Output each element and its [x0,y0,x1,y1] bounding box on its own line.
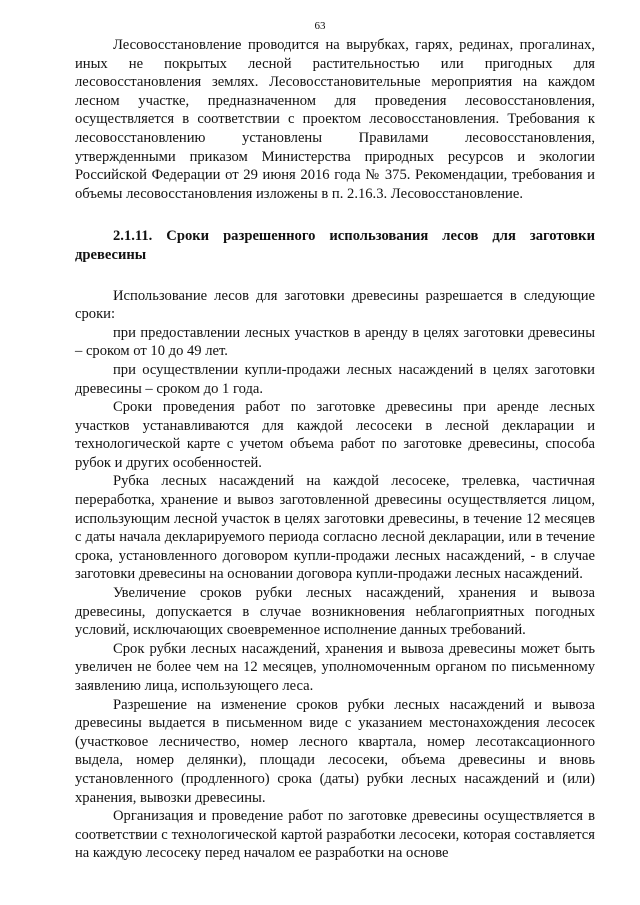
intro-paragraph: Лесовосстановление проводится на вырубках, гарях, рединах, прогалинах, иных не покрытых лесной растительностью или пригодных для лесовосстановления землях. Лесовосстановительные мероприятия на каждом лесном участке, предназначенном для проведения лесовосстановления, осуществляется в соответствии с проектом лесовосстановления. Требования к лесовосстановлению установлены Правилами лесовосстановления, утвержденными приказом Министерства природных ресурсов и экологии Российской Федерации от 29 июня 2016 года № 375. Рекомендации, требования и объемы лесовосстановления изложены в п. 2.16.3. Лесовосстановление. [75,37,595,202]
page-number: 63 [314,20,326,32]
page-body [75,36,595,863]
paragraph: Разрешение на изменение сроков рубки лесных насаждений и вывоза древесины выдается в письменном виде с указанием местонахождения лесосек (участковое лесничество, номер лесного квартала, номер лесотаксационного выдела, номер делянки), площади лесосеки, объема древесины и вновь установленного (продленного) срока (даты) рубки лесных насаждений и (или) хранения, вывозки древесины. [75,696,595,806]
paragraph: Использование лесов для заготовки древесины разрешается в следующие сроки: [75,287,595,323]
paragraph: Организация и проведение работ по заготовке древесины осуществляется в соответствии с технологической картой разработки лесосеки, которая составляется на каждую лесосеку перед началом ее разработки на основе [75,808,595,862]
paragraph: при осуществлении купли-продажи лесных насаждений в целях заготовки древесины – сроком до 1 года. [75,361,595,397]
paragraph: при предоставлении лесных участков в аренду в целях заготовки древесины – сроком от 10 до 49 лет. [75,324,595,360]
paragraph: Срок рубки лесных насаждений, хранения и вывоза древесины может быть увеличен не более чем на 12 месяцев, уполномоченным органом по письменному заявлению лица, использующего леса. [75,640,595,694]
paragraph: Увеличение сроков рубки лесных насаждений, хранения и вывоза древесины, допускается в случае возникновения неблагоприятных погодных условий, исключающих своевременное исполнение данных требований. [75,585,595,639]
section-heading: 2.1.11. Сроки разрешенного использования лесов для заготовки древесины [75,228,595,263]
paragraph: Сроки проведения работ по заготовке древесины при аренде лесных участков устанавливаются для каждой лесосеки в лесной декларации и технологической карте с учетом объема работ по заготовке древесины, способа рубок и других особенностей. [75,399,595,471]
paragraph: Рубка лесных насаждений на каждой лесосеке, трелевка, частичная переработка, хранение и вывоз заготовленной древесины осуществляется лицом, использующим лесной участок в целях заготовки древесины, в течение 12 месяцев с даты начала декларируемого периода согласно лесной декларации, или в течение срока, установленного договором купли-продажи лесных насаждений, - в случае заготовки древесины на основании договора купли-продажи лесных насаждений. [75,473,595,583]
